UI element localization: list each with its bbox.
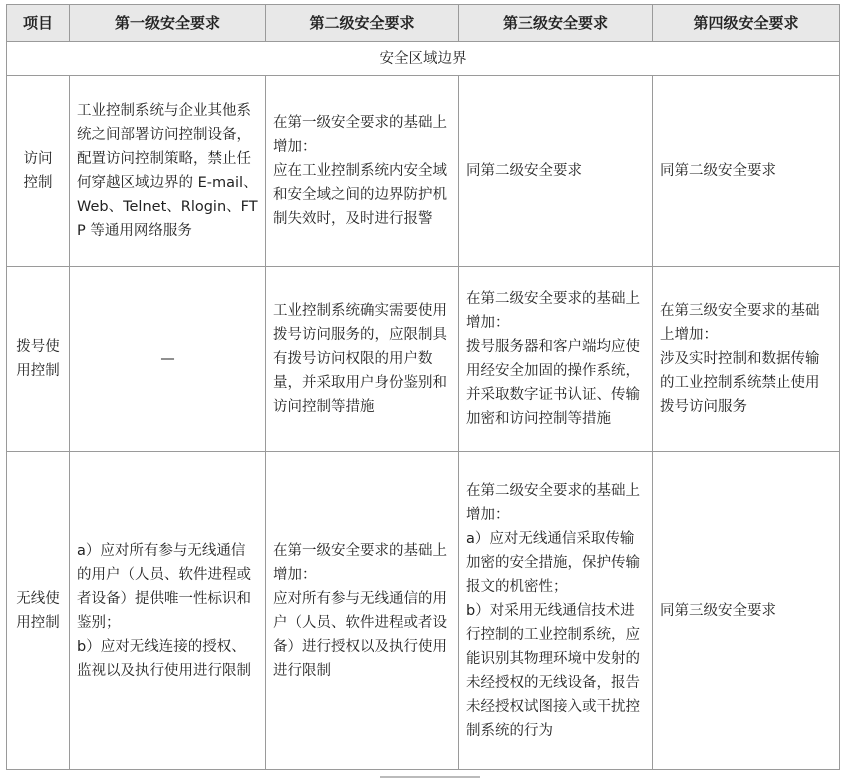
- cell-text: 在第二级安全要求的基础上增加：: [466, 482, 640, 523]
- header-row: [7, 5, 840, 42]
- cell-text: 在第一级安全要求的基础上增加：: [273, 115, 447, 155]
- cell-text: 在第二级安全要求的基础上增加：: [466, 291, 640, 331]
- cell-level3: [459, 452, 653, 770]
- header-level1: 第一级安全要求: [70, 5, 266, 42]
- cell-level1: [70, 452, 266, 770]
- row-item: [7, 76, 70, 267]
- cell-level2: [266, 76, 459, 267]
- cell-level3: [459, 267, 653, 452]
- cell-text: —: [160, 351, 175, 367]
- row-item-line: 控制: [23, 175, 53, 191]
- cell-text: 涉及实时控制和数据传输的工业控制系统禁止使用拨号访问服务: [660, 351, 820, 415]
- cell-text: 在第一级安全要求的基础上增加：: [273, 542, 447, 583]
- row-item-line: 用控制: [16, 614, 60, 631]
- cell-text: 应对所有参与无线通信的用户（人员、软件进程或者设备）进行授权以及执行使用进行限制: [273, 590, 447, 679]
- cell-text: 拨号服务器和客户端均应使用经安全加固的操作系统，并采取数字证书认证、传输加密和访问控制等措施: [466, 339, 640, 427]
- cell-text: 在第三级安全要求的基础上增加：: [660, 303, 820, 343]
- table-row: [7, 267, 840, 452]
- cell-text: 工业控制系统与企业其他系统之间部署访问控制设备，配置访问控制策略，禁止任何穿越区域边界的 E-mail、Web、Telnet、Rlogin、FTP 等通用网络服务: [77, 103, 258, 239]
- cell-text: b）对采用无线通信技术进行控制的工业控制系统，应能识别其物理环境中发射的未经授权的无线设备，报告未经授权试图接入或干扰控制系统的行为: [466, 602, 640, 739]
- cell-text: 工业控制系统确实需要使用拨号访问服务的，应限制具有拨号访问权限的用户数量，并采取用户身份鉴别和访问控制等措施: [273, 303, 447, 415]
- cell-level1: [70, 267, 266, 452]
- cell-text: a）应对无线通信采取传输加密的安全措施，保护传输报文的机密性；: [466, 530, 640, 595]
- page-continuation-mark: [380, 770, 480, 778]
- header-item: 项目: [7, 5, 70, 42]
- cell-text: 同第二级安全要求: [466, 163, 582, 179]
- security-requirements-table: [6, 4, 840, 770]
- cell-text: 应在工业控制系统内安全域和安全域之间的边界防护机制失效时，及时进行报警: [273, 163, 447, 227]
- row-item-line: 无线使: [16, 590, 60, 607]
- cell-level2: [266, 452, 459, 770]
- cell-level4: [653, 267, 840, 452]
- section-row: [7, 42, 840, 76]
- header-level4: 第四级安全要求: [653, 5, 840, 42]
- row-item: [7, 267, 70, 452]
- cell-text: b）应对无线连接的授权、监视以及执行使用进行限制: [77, 638, 251, 679]
- row-item-line: 访问: [23, 151, 53, 167]
- cell-level4: [653, 452, 840, 770]
- cell-text: 同第三级安全要求: [660, 602, 776, 619]
- section-title: 安全区域边界: [7, 42, 840, 76]
- row-item: [7, 452, 70, 770]
- header-level2: 第二级安全要求: [266, 5, 459, 42]
- cell-level1: [70, 76, 266, 267]
- table-row: [7, 452, 840, 770]
- header-level3: 第三级安全要求: [459, 5, 653, 42]
- row-item-line: 拨号使: [16, 339, 60, 355]
- row-item-line: 用控制: [16, 363, 60, 379]
- cell-level2: [266, 267, 459, 452]
- cell-level3: [459, 76, 653, 267]
- cell-text: a）应对所有参与无线通信的用户（人员、软件进程或者设备）提供唯一性标识和鉴别；: [77, 542, 251, 631]
- cell-text: 同第二级安全要求: [660, 163, 776, 179]
- table-row: [7, 76, 840, 267]
- cell-level4: [653, 76, 840, 267]
